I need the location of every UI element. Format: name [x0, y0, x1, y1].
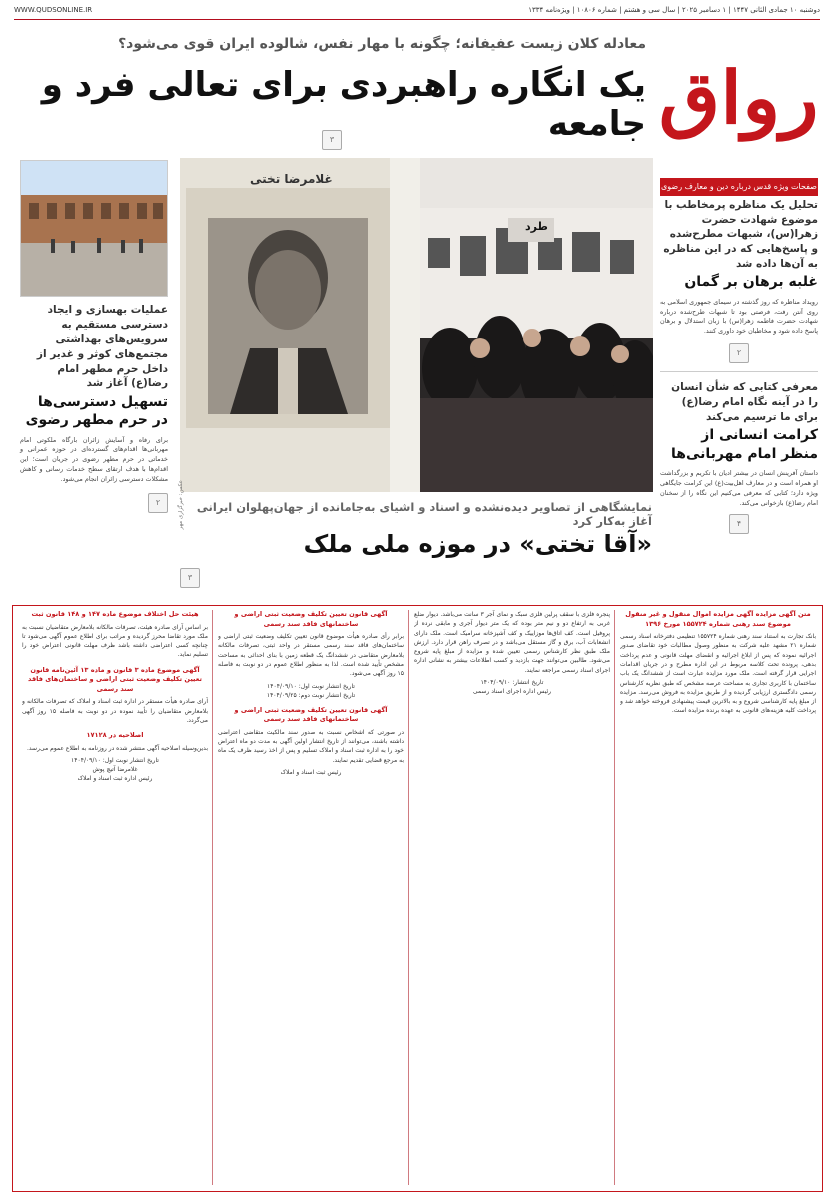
issue-date: دوشنبه ۱۰ جمادی الثانی ۱۴۴۷ | ۱ دسامبر ۲۰۲۵ | سال سی و هشتم | شماره ۱۰۸۰۶ | ویژه‌نامه ۱۳۳۴: [528, 6, 820, 14]
left-story-body: برای رفاه و آسایش زائران بارگاه ملکوتی امام مهربانی‌ها اقدام‌های گسترده‌ای در حوزه عمرانی و خدماتی در حرم مطهر رضوی در جریان است؛ این اقدام‌ها با هدف ارتقای سطح خدمات رسانی و کاهش مشکلات دسترسی زائران انجام می‌شود.: [20, 435, 168, 484]
ad1-title[interactable]: متن آگهی مزایده آگهی مزایده اموال منقول و غیر منقول موضوع سند رهنی شماره ۱۵۵۷۲۴ مورخ ۱۳۹۶: [625, 610, 811, 628]
ad2-body: پنجره فلزی با سقف پرلین فلزی سبک و نمای آجر ۳ سانت می‌باشد. دیوار ضلع غربی به ارتفاع دو و نیم متر بوده که یک متر دیوار آجری و مابقی نرده از پروفیل است. کف اتاق‌ها موزاییک و کف آشپزخانه سرامیک است. ملک دارای انشعابات آب، برق و گاز مستقل می‌باشد و در تصرف راهن قرار دارد. ارزش ملک طبق نظر کارشناس رسمی تعیین شده و مزایده از مبلغ پایه شروع می‌شود. طالبین می‌توانند جهت بازدید و کسب اطلاعات بیشتر به نشانی اداره اجرای اسناد رسمی مراجعه نمایند.: [414, 611, 610, 674]
ad-column-2: [414, 610, 610, 1185]
left-page-ref: ۲: [148, 493, 168, 513]
column-separator: [408, 610, 409, 1185]
story2[interactable]: [660, 380, 818, 534]
ad3-title-1[interactable]: آگهی قانون تعیین تکلیف وضعیت ثبتی اراضی و ساختمانهای فاقد سند رسمی: [234, 610, 388, 628]
site-url[interactable]: WWW.QUDSONLINE.IR: [14, 6, 93, 14]
ad4-title-2[interactable]: آگهی موضوع ماده ۳ قانون و ماده ۱۳ آئین‌نامه قانون تعیین تکلیف وضعیت ثبتی اراضی و ساختمان‌های فاقد سند رسمی: [28, 665, 202, 693]
feature-page-ref: ۳: [180, 568, 200, 588]
story1[interactable]: [660, 198, 818, 363]
ad4-title-3[interactable]: اصلاحیه در ۱۷۱۲۸: [86, 731, 144, 740]
lead-page-ref: ۳: [322, 130, 342, 150]
ad3-signature-2: رئیس ثبت اسناد و املاک: [280, 768, 342, 776]
story2-body: داستان آفرینش انسان در بیشتر ادیان با تکریم و بزرگداشت او همراه است و در معارف اهل‌بیت(ع) این کرامت جایگاهی ویژه دارد؛ کتابی که معرفی می‌کنیم این نگاه را از سخنان امام رضا(ع) بازخوانی می‌کند.: [660, 468, 818, 507]
ad4-body-3: بدین‌وسیله اصلاحیه آگهی منتشر شده در روزنامه به اطلاع عموم می‌رسد.: [27, 744, 208, 752]
ad4-signature: تاریخ انتشار نوبت اول: ۱۴۰۴/۰۹/۱۰ غلامرضا آتیچ پوش رئیس اداره ثبت اسناد و املاک: [71, 757, 159, 783]
photo-credit-text: عکس: خبرگزاری مهر: [178, 480, 184, 530]
top-bar: [14, 4, 820, 18]
story2-page-ref: ۴: [729, 514, 749, 534]
exhibit-sign: طرد: [525, 220, 548, 233]
ad-column-1: [620, 610, 816, 1185]
story2-headline: کرامت انسانی از منظر امام مهربانی‌ها: [671, 427, 818, 462]
shrine-illustration: [21, 161, 167, 296]
ad3-body-2: در صورتی که اشخاص نسبت به صدور سند مالکیت متقاضی اعتراضی داشته باشند، می‌توانند از تاریخ انتشار اولین آگهی به مدت دو ماه اعتراض خود را به اداره ثبت اسناد و املاک تسلیم و پس از اخذ رسید ظرف یک ماه به مرجع قضایی تقدیم نمایند.: [218, 728, 404, 764]
feature-subtitle: نمایشگاهی از تصاویر دیده‌نشده و اسناد و اشیای به‌جامانده از جهان‌پهلوان ایرانی آغاز به‌کار کرد: [196, 500, 652, 528]
divider: [660, 371, 818, 372]
ad3-title-2[interactable]: آگهی قانون تعیین تکلیف وضعیت ثبتی اراضی و ساختمانهای فاقد سند رسمی: [234, 705, 388, 724]
story1-body: رویداد مناظره که روز گذشته در سیمای جمهوری اسلامی به روی آنتن رفت، فرصتی بود تا شبهات طرح‌شده درباره شهادت حضرت فاطمه زهرا(س) با زبان استدلال و برهان پاسخ داده شود و مخاطبان خود داوری کنند.: [660, 297, 818, 336]
exhibition-photo: [420, 158, 653, 492]
lead-headline[interactable]: یک انگاره راهبردی برای تعالی فرد و جامعه: [41, 65, 646, 145]
lead-kicker: معادله کلان زیست عفیفانه؛ چگونه با مهار نفس، شالوده ایران قوی می‌شود؟: [118, 36, 646, 52]
exhibition-illustration: [420, 158, 653, 492]
story1-headline: غلبه برهان بر گمان: [684, 274, 818, 291]
ad4-title-1[interactable]: هیئت حل اختلاف موضوع ماده ۱۴۷ و ۱۴۸ قانون ثبت: [31, 610, 199, 618]
ad-column-4: [22, 610, 208, 1185]
ad3-signature-1: تاریخ انتشار نوبت اول: ۱۴۰۴/۰۹/۱۰ تاریخ انتشار نوبت دوم: ۱۴۰۴/۰۹/۲۵: [266, 682, 356, 699]
feature-headline[interactable]: «آقا تختی» در موزه ملی ملک: [303, 530, 652, 558]
portrait-caption: غلامرضا تختی: [250, 172, 333, 186]
column-separator: [614, 610, 615, 1185]
story1-page-ref: ۲: [729, 343, 749, 363]
masthead-logo: [660, 22, 818, 174]
portrait-photo: [180, 158, 420, 492]
ad-column-3: [218, 610, 404, 1185]
ad2-signature: تاریخ انتشار: ۱۴۰۴/۰۹/۱۰ رئیس اداره اجرای اسناد رسمی: [472, 679, 552, 696]
left-story-headline[interactable]: تسهیل دسترسی‌ها در حرم مطهر رضوی: [25, 394, 168, 429]
right-column: [660, 198, 818, 580]
masthead-subtitle: صفحات ویژه قدس درباره دین و معارف رضوی: [660, 178, 818, 196]
top-rule: [14, 19, 820, 20]
story1-subtitle: تحلیل یک مناظره پرمخاطب با موضوع شهادت حضرت زهرا(س)، شبهات مطرح‌شده و پاسخ‌هایی که در این مناظره به آن‌ها داده شد: [663, 199, 818, 270]
ad4-body-1: بر اساس آرای صادره هیئت، تصرفات مالکانه بلامعارض متقاضیان نسبت به ملک مورد تقاضا محرز گردیده و مراتب برای اطلاع عموم آگهی می‌شود تا چنانچه کسی اعتراضی داشته باشد ظرف مهلت قانونی اعتراض خود را تسلیم نماید.: [22, 623, 208, 659]
legal-ads-block: [12, 605, 823, 1192]
portrait-illustration: [180, 158, 420, 492]
column-separator: [212, 610, 213, 1185]
left-story-subtitle: عملیات بهسازی و ایجاد دسترسی مستقیم به سرویس‌های بهداشتی مجتمع‌های کوثر و غدیر از داخل حرم مطهر امام رضا(ع) آغاز شد: [36, 304, 168, 390]
ad4-body-2: آرای صادره هیأت مستقر در اداره ثبت اسناد و املاک که تصرفات مالکانه و بلامعارض متقاضیان را تأیید نموده در دو نوبت به فاصله ۱۵ روز آگهی می‌گردد.: [22, 698, 208, 724]
story2-subtitle: معرفی کتابی که شأن انسان را در آینه نگاه امام رضا(ع) برای ما ترسیم می‌کند: [671, 381, 818, 423]
logo-text: رواق: [659, 55, 819, 140]
shrine-photo: [20, 160, 168, 297]
ad1-body: بانک تجارت به استناد سند رهنی شماره ۱۵۵۷۲۴ تنظیمی دفترخانه اسناد رسمی شماره ۲۱ مشهد علیه شرکت به منظور وصول مطالبات خود تقاضای صدور اجرائیه نموده که پس از ابلاغ اجرائیه و انقضای مهلت قانونی و عدم پرداخت بدهی، پرونده تحت کلاسه مربوط در این اداره مطرح و در جریان اقدامات اجرایی قرار گرفته است. ملک مورد مزایده عبارت است از ششدانگ یک باب ساختمان با کاربری تجاری به مساحت عرصه مشخص که طبق نظریه کارشناس رسمی دادگستری ارزیابی گردیده و از طریق مزایده به فروش می‌رسد. مزایده از مبلغ پایه کارشناسی شروع و به بالاترین قیمت پیشنهادی فروخته خواهد شد و پرداخت کلیه هزینه‌های قانونی به عهده برنده مزایده است.: [620, 633, 816, 715]
left-column: [20, 160, 168, 513]
ad3-body-1: برابر رأی صادره هیأت موضوع قانون تعیین تکلیف وضعیت ثبتی اراضی و ساختمان‌های فاقد سند رسمی مستقر در واحد ثبتی، تصرفات مالکانه بلامعارض متقاضی در ششدانگ یک قطعه زمین با بنای احداثی به مساحت مشخص تأیید شده است. لذا به منظور اطلاع عموم در دو نوبت به فاصله ۱۵ روز آگهی می‌شود.: [218, 633, 404, 678]
